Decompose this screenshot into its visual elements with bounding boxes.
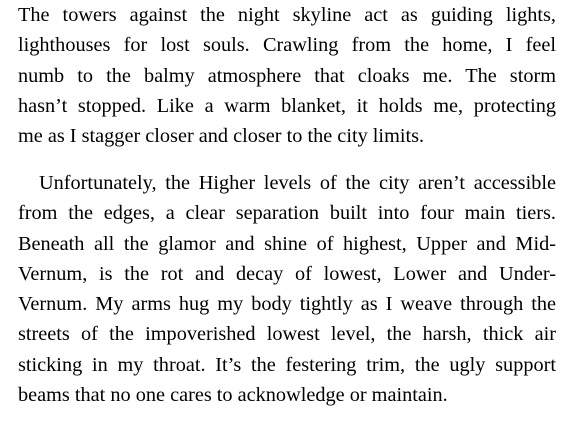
paragraph-1 (18, 0, 556, 151)
text-line: Unfortunately, the Higher levels of the city aren’t accessible (39, 172, 556, 194)
text-line: me as I stagger closer and closer to the city limits. (18, 125, 425, 148)
text-line: Vernum. My arms hug my body tightly as I weave through the (18, 293, 556, 316)
paragraph-2 (18, 168, 556, 410)
text-line: sticking in my throat. It’s the festering trim, the ugly support (18, 353, 556, 376)
text-line: numb to the balmy atmosphere that cloaks me. The storm (18, 64, 556, 87)
text-line: Beneath all the glamor and shine of highest, Upper and Mid- (18, 232, 556, 255)
text-line: streets of the impoverished lowest level, the harsh, thick air (18, 323, 556, 346)
text-line: Vernum, is the rot and decay of lowest, Lower and Under- (18, 262, 556, 285)
text-line: beams that no one cares to acknowledge or maintain. (18, 384, 448, 407)
text-line: The towers against the night skyline act as guiding lights, (18, 4, 556, 26)
text-line: lighthouses for lost souls. Crawling from the home, I feel (18, 34, 556, 57)
text-line: hasn’t stopped. Like a warm blanket, it holds me, protecting (18, 94, 556, 117)
text-line: from the edges, a clear separation built into four main tiers. (18, 202, 556, 225)
